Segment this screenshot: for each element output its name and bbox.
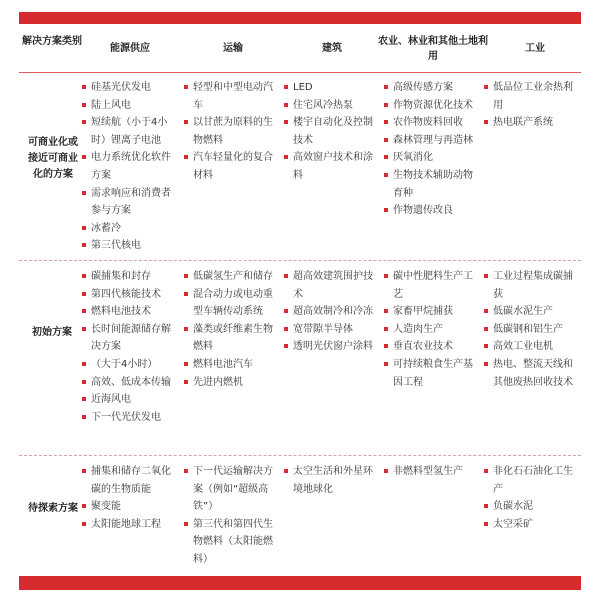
cell-r2-transport [184,268,276,391]
list-item: 热电联产系统 [484,114,576,132]
list-item: 下一代运输解决方案（例如“超级高铁”） [184,463,276,516]
header-energy: 能源供应 [110,43,150,54]
list-item: 需求响应和消费者参与方案 [82,185,177,220]
list-item: 超高效建筑围护技术 [284,268,376,303]
list-item: 超高效制冷和冷冻 [284,303,376,321]
header-industry: 工业 [525,43,545,54]
cell-r2-energy [82,268,177,426]
list-item: （大于4小时） [82,356,177,374]
list-item: 负碳水泥 [484,498,576,516]
cell-r2-building [284,268,376,356]
list-item: 作物资源优化技术 [384,97,478,115]
cell-r1-building [284,79,376,185]
list-item: 聚变能 [82,498,177,516]
cell-r1-industry [484,79,576,132]
list-item: 高级传感方案 [384,79,478,97]
cell-r2-agriculture [384,268,478,391]
list-item: 燃料电池汽车 [184,356,276,374]
list-item: 燃料电池技术 [82,303,177,321]
bottom-red-bar [19,576,581,590]
list-item: 以甘蔗为原料的生物燃料 [184,114,276,149]
list-item: 高效、低成本传输 [82,374,177,392]
header-divider [19,72,581,73]
list-item: 森林管理与再造林 [384,132,478,150]
list-item: 透明光伏窗户涂料 [284,338,376,356]
list-item: 非化石石油化工生产 [484,463,576,498]
list-item: 热电、整流天线和其他废热回收技术 [484,356,576,391]
header-category: 解决方案类别 [22,36,82,47]
list-item: 低碳钢和铝生产 [484,321,576,339]
list-item: 第四代核能技术 [82,286,177,304]
list-item: 低品位工业余热利用 [484,79,576,114]
cell-r3-industry [484,463,576,533]
cell-r3-energy [82,463,177,533]
row-divider-1 [19,260,581,261]
list-item: 高效工业电机 [484,338,576,356]
list-item: 农作物废料回收 [384,114,478,132]
list-item: 家畜甲烷捕获 [384,303,478,321]
cell-r1-transport [184,79,276,185]
list-item: 太空采矿 [484,516,576,534]
cell-r3-building [284,463,376,498]
list-item: 厌氧消化 [384,149,478,167]
list-item: 硅基光伏发电 [82,79,177,97]
list-item: 低碳氢生产和储存 [184,268,276,286]
list-item: 生物技术辅助动物育种 [384,167,478,202]
list-item: 太阳能地球工程 [82,516,177,534]
cell-r3-agriculture [384,463,478,481]
list-item: 非燃料型氢生产 [384,463,478,481]
list-item: 高效窗户技术和涂料 [284,149,376,184]
list-item: 可持续粮食生产基因工程 [384,356,478,391]
list-item: 楼宇自动化及控制技术 [284,114,376,149]
list-item: 住宅风冷热泵 [284,97,376,115]
list-item: 太空生活和外星环境地球化 [284,463,376,498]
header-building: 建筑 [322,43,342,54]
row-divider-2 [19,455,581,456]
cell-r2-industry [484,268,576,391]
cell-r1-energy [82,79,177,255]
row-label-initial: 初始方案 [32,327,72,338]
row-label-commercial: 可商业化或接近可商业化的方案 [28,137,78,180]
cell-r1-agriculture [384,79,478,220]
list-item: 低碳水泥生产 [484,303,576,321]
list-item: 先进内燃机 [184,374,276,392]
list-item: 汽车轻量化的复合材料 [184,149,276,184]
list-item: 第三代和第四代生物燃料（太阳能燃料） [184,516,276,569]
list-item: 碳捕集和封存 [82,268,177,286]
list-item: 短续航（小于4小时）锂离子电池 [82,114,177,149]
header-agriculture: 农业、林业和其他土地利用 [378,36,488,62]
top-red-bar [19,12,581,24]
list-item: 第三代核电 [82,237,177,255]
list-item: 垂直农业技术 [384,338,478,356]
list-item: 宽带隙半导体 [284,321,376,339]
list-item: 电力系统优化软件方案 [82,149,177,184]
list-item: 陆上风电 [82,97,177,115]
header-transport: 运输 [223,43,243,54]
list-item: 近海风电 [82,391,177,409]
list-item: LED [284,79,376,97]
list-item: 碳中性肥料生产工艺 [384,268,478,303]
list-item: 混合动力或电动重型车辆传动系统 [184,286,276,321]
list-item: 下一代光伏发电 [82,409,177,427]
list-item: 作物遗传改良 [384,202,478,220]
list-item: 捕集和储存二氧化碳的生物质能 [82,463,177,498]
list-item: 冰蓄冷 [82,220,177,238]
list-item: 藻类或纤维素生物燃料 [184,321,276,356]
list-item: 轻型和中型电动汽车 [184,79,276,114]
cell-r3-transport [184,463,276,569]
list-item: 工业过程集成碳捕获 [484,268,576,303]
list-item: 长时间能源储存解决方案 [82,321,177,356]
list-item: 人造肉生产 [384,321,478,339]
row-label-explore: 待探索方案 [28,503,78,514]
